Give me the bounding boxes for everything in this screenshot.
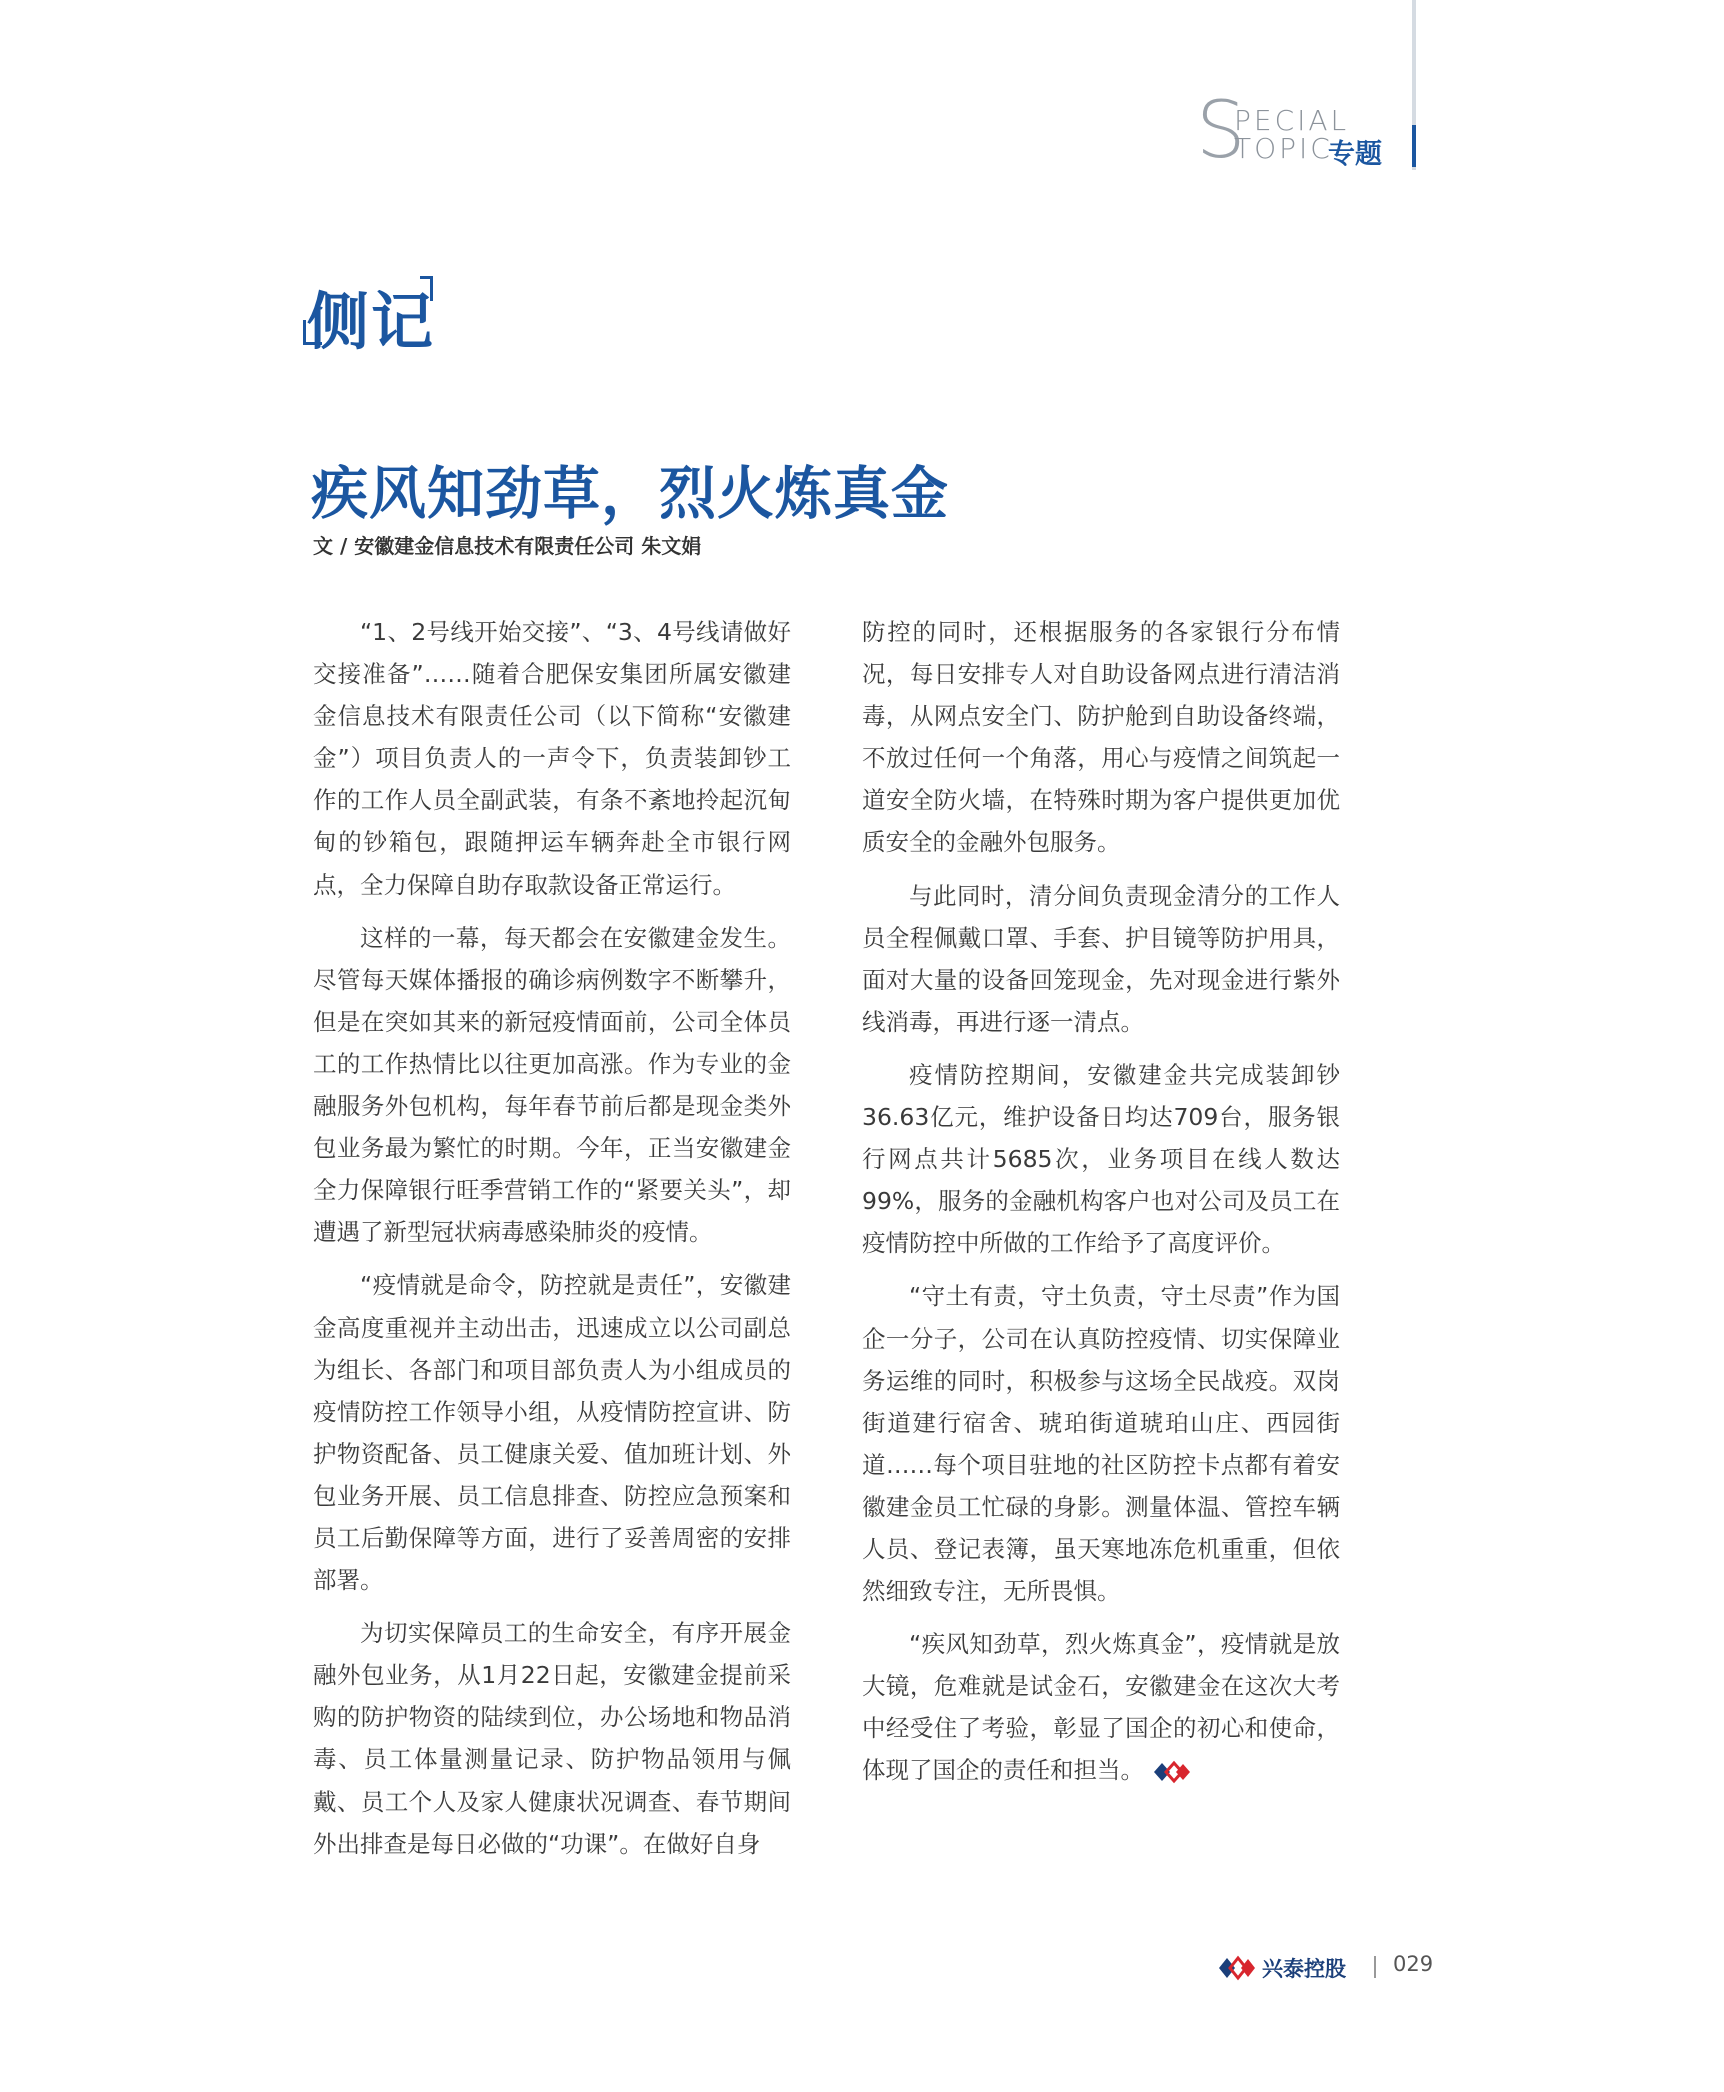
paragraph: 疫情防控期间，安徽建金共完成装卸钞36.63亿元，维护设备日均达709台，服务银行网点共计5685次，业务项目在线人数达99%，服务的金融机构客户也对公司及员工在疫情防控中所做的工作给予了高度评价。 xyxy=(862,1060,1340,1258)
topic-label-zh: 专题 xyxy=(1328,139,1382,170)
article-column-left xyxy=(313,611,791,1876)
paragraph: 为切实保障员工的生命安全，有序开展金融外包业务，从1月22日起，安徽建金提前采购的防护物资的陆续到位，办公场地和物品消毒、员工体量测量记录、防护物品领用与佩戴、员工个人及家人健康状况调查、春节期间外出排查是每日必做的“功课”。在做好自身 xyxy=(313,1619,791,1858)
paragraph-continued: 防控的同时，还根据服务的各家银行分布情况，每日安排专人对自助设备网点进行清洁消毒，从网点安全门、防护舱到自助设备终端，不放过任何一个角落，用心与疫情之间筑起一道安全防火墙，在特殊时期为客户提供更加优质安全的金融外包服务。 xyxy=(862,618,1340,857)
footer-brand: 兴泰控股 xyxy=(1262,1957,1346,1981)
paragraph: 与此同时，清分间负责现金清分的工作人员全程佩戴口罩、手套、护目镜等防护用具，面对大量的设备回笼现金，先对现金进行紫外线消毒，再进行逐一清点。 xyxy=(862,881,1340,1036)
paragraph: “1、2号线开始交接”、“3、4号线请做好交接准备”……随着合肥保安集团所属安徽建金信息技术有限责任公司（以下简称“安徽建金”）项目负责人的一声令下，负责装卸钞工作的工作人员全副武装，有条不紊地拎起沉甸甸的钞箱包，跟随押运车辆奔赴全市银行网点，全力保障自助存取款设备正常运行。 xyxy=(313,618,791,899)
footer-separator xyxy=(1374,1956,1376,1978)
topic-initial: S xyxy=(1196,86,1246,176)
topic-line-special: PECIAL xyxy=(1234,104,1350,137)
paragraph: 这样的一幕，每天都会在安徽建金发生。尽管每天媒体播报的确诊病例数字不断攀升，但是在突如其来的新冠疫情面前，公司全体员工的工作热情比以往更加高涨。作为专业的金融服务外包机构，每年春节前后都是现金类外包业务最为繁忙的时期。今年，正当安徽建金全力保障银行旺季营销工作的“紧要关头”，却遭遇了新型冠状病毒感染肺炎的疫情。 xyxy=(313,923,791,1247)
topic-line-topic: TOPIC xyxy=(1234,132,1333,165)
paragraph: “守土有责，守土负责，守土尽责”作为国企一分子，公司在认真防控疫情、切实保障业务运维的同时，积极参与这场全民战疫。双岗街道建行宿舍、琥珀街道琥珀山庄、西园街道……每个项目驻地的社区防控卡点都有着安徽建金员工忙碌的身影。测量体温、管控车辆人员、登记表簿，虽天寒地冻危机重重，但依然细致专注，无所畏惧。 xyxy=(862,1282,1340,1606)
section-label: 侧记 xyxy=(307,285,436,358)
article-title: 疾风知劲草，烈火炼真金 xyxy=(311,461,949,527)
final-paragraph-text: “疾风知劲草，烈火炼真金”，疫情就是放大镜，危难就是试金石，安徽建金在这次大考中经受住了考验，彰显了国企的初心和使命，体现了国企的责任和担当。 xyxy=(862,1630,1340,1785)
article-column-right xyxy=(862,611,1340,1803)
end-mark-icon xyxy=(1152,1760,1192,1784)
paragraph-final xyxy=(862,1623,1340,1791)
page-number: 029 xyxy=(1393,1952,1434,1976)
paragraph: “疫情就是命令，防控就是责任”，安徽建金高度重视并主动出击，迅速成立以公司副总为组长、各部门和项目部负责人为小组成员的疫情防控工作领导小组，从疫情防控宣讲、防护物资配备、员工健康关爱、值加班计划、外包业务开展、员工信息排查、防控应急预案和员工后勤保障等方面，进行了妥善周密的安排部署。 xyxy=(313,1271,791,1595)
article-byline: 文 / 安徽建金信息技术有限责任公司 朱文娟 xyxy=(313,534,702,558)
special-topic-header xyxy=(1196,86,1402,176)
xingtai-logo-icon xyxy=(1217,1955,1257,1981)
header-rule-accent xyxy=(1412,125,1416,167)
